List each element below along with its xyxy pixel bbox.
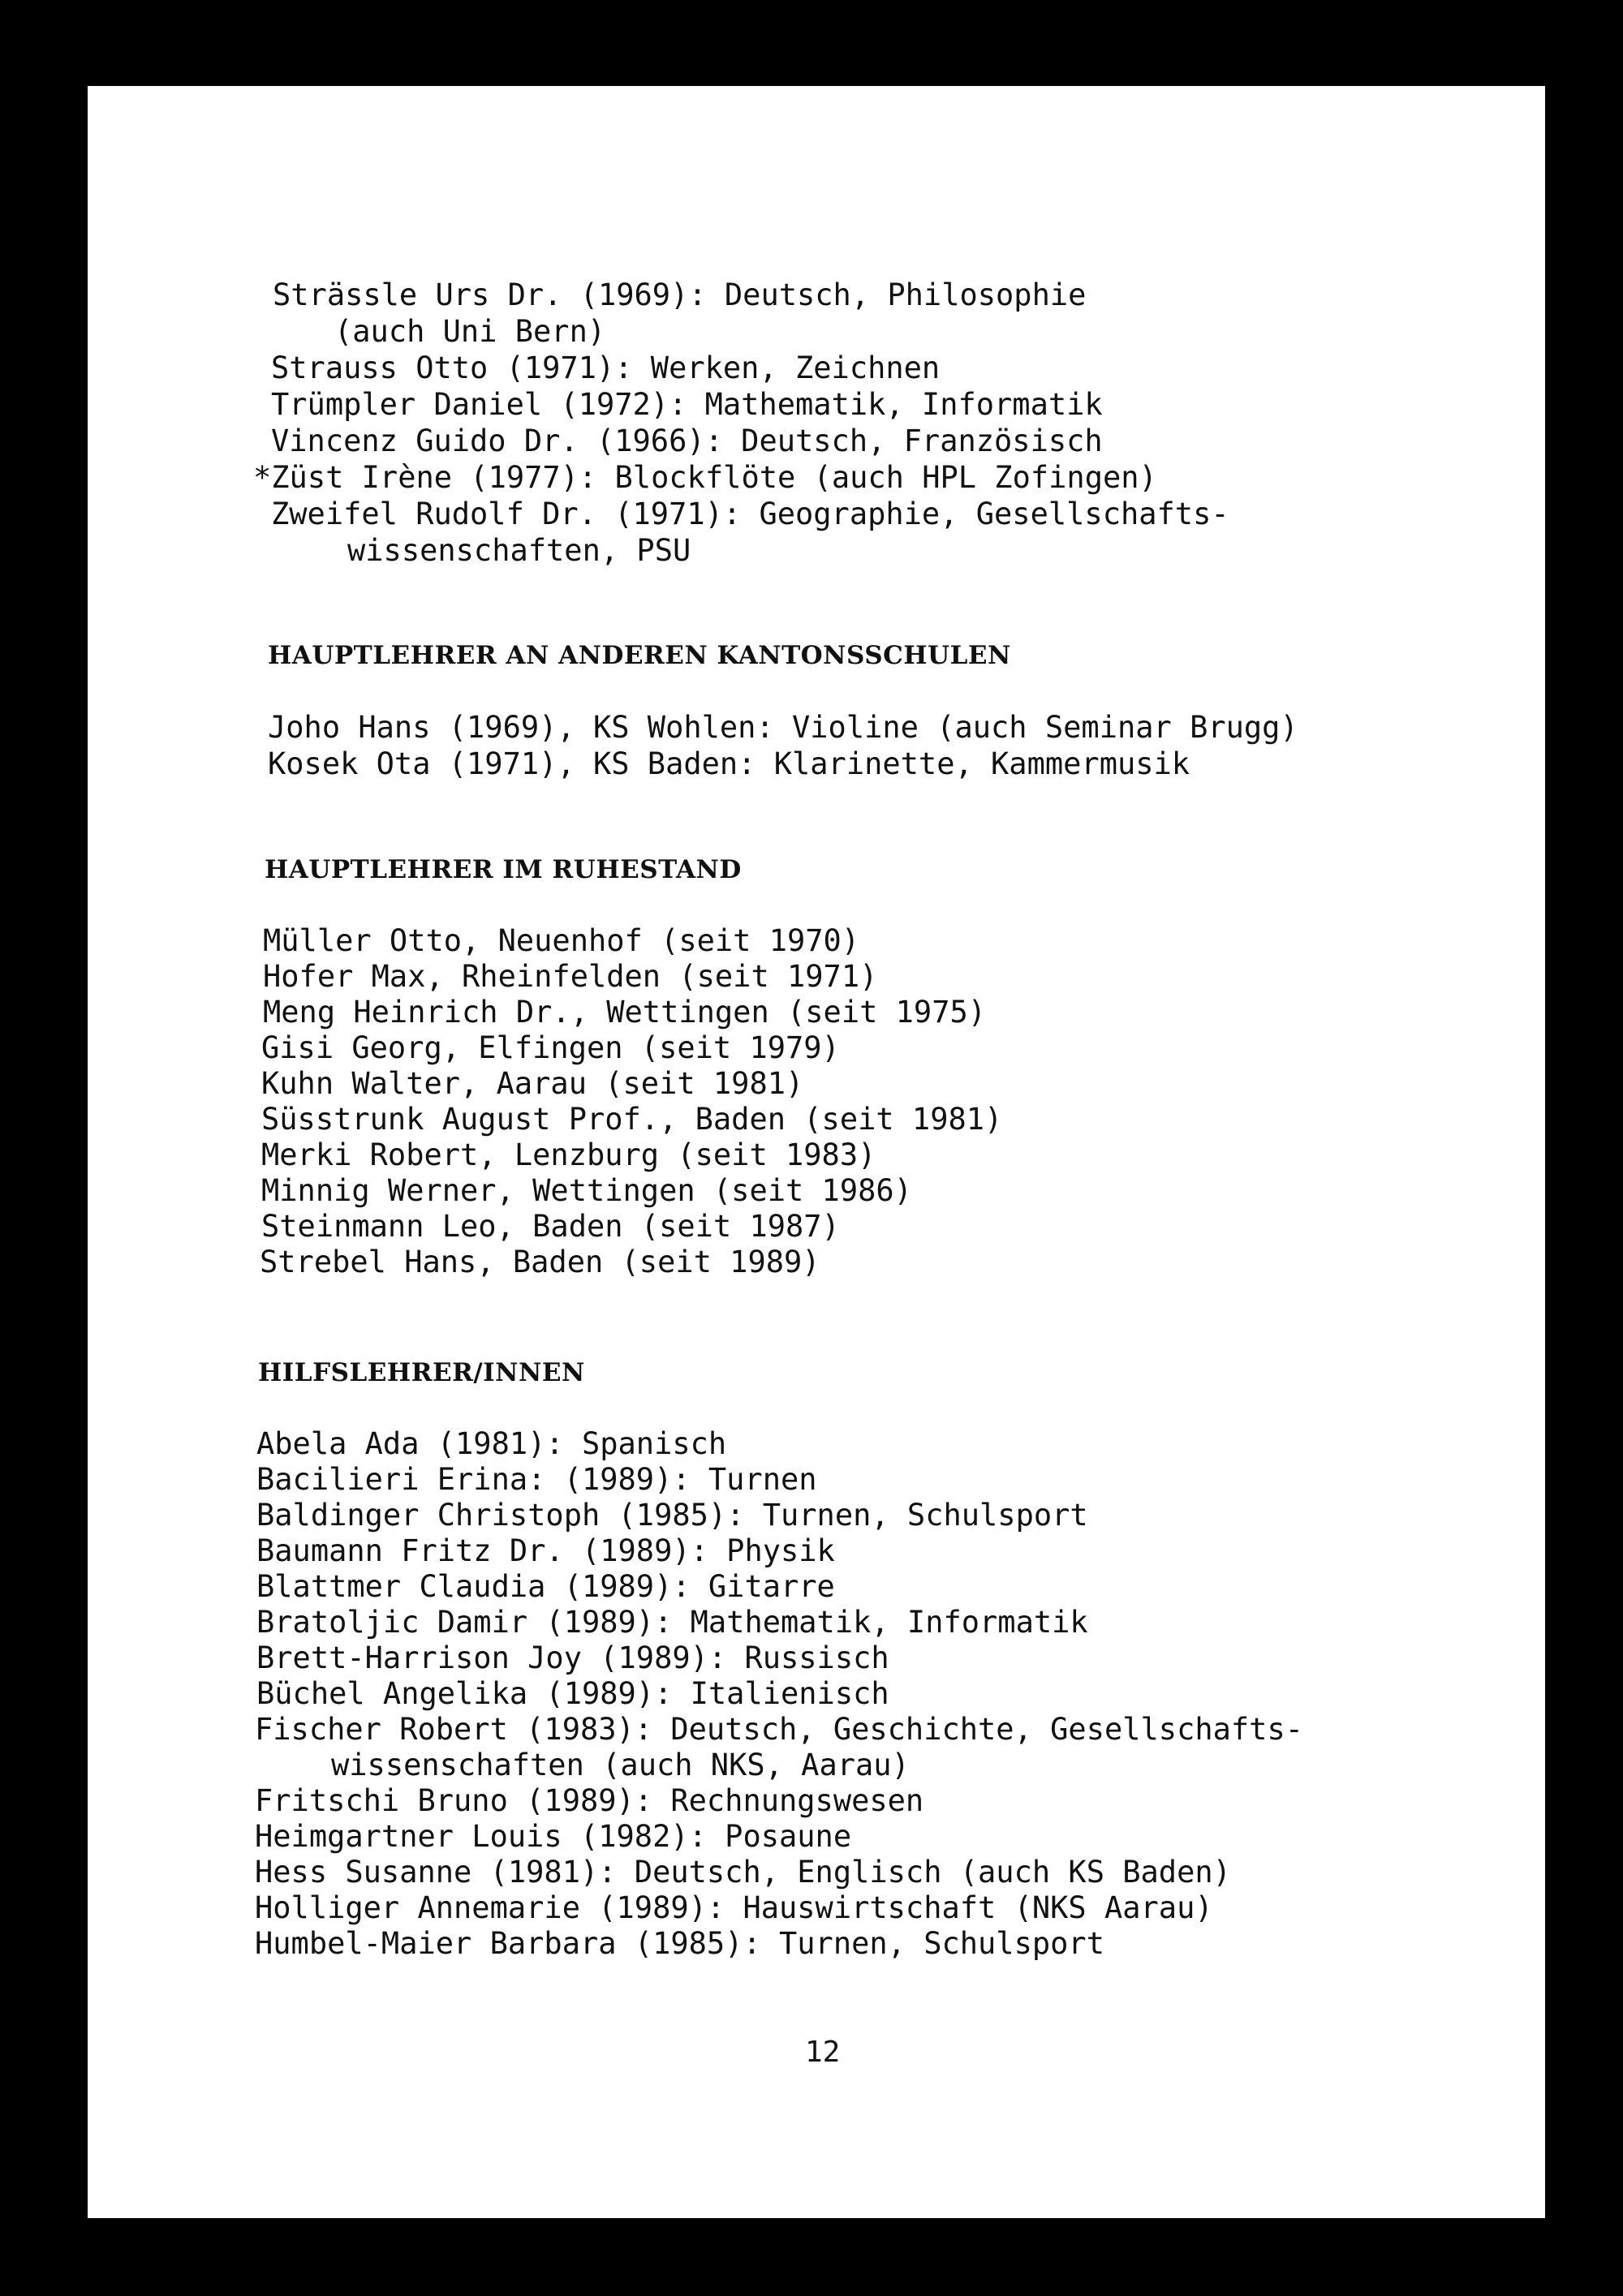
list-item: Bacilieri Erina: (1989): Turnen (256, 1462, 817, 1497)
list-item: Merki Robert, Lenzburg (seit 1983) (261, 1137, 876, 1172)
list-item: Trümpler Daniel (1972): Mathematik, Informatik (271, 387, 1103, 422)
list-item: Baumann Fritz Dr. (1989): Physik (256, 1533, 835, 1568)
list-item: Strässle Urs Dr. (1969): Deutsch, Philosophie (273, 277, 1087, 312)
list-item: Kosek Ota (1971), KS Baden: Klarinette, Kammermusik (268, 746, 1190, 781)
list-item: Gisi Georg, Elfingen (seit 1979) (261, 1030, 840, 1065)
document-page (88, 86, 1545, 2218)
list-item: Zweifel Rudolf Dr. (1971): Geographie, Gesellschafts- (271, 497, 1229, 531)
page-number: 12 (805, 2036, 841, 2069)
list-item: Meng Heinrich Dr., Wettingen (seit 1975) (263, 995, 987, 1030)
list-item-continuation: wissenschaften (auch NKS, Aarau) (331, 1748, 910, 1782)
list-item: Holliger Annemarie (1989): Hauswirtschaft (NKS Aarau) (255, 1890, 1213, 1925)
list-item: Humbel-Maier Barbara (1985): Turnen, Schulsport (255, 1926, 1104, 1961)
list-item: Vincenz Guido Dr. (1966): Deutsch, Französisch (271, 424, 1103, 458)
section-heading-ruhestand: HAUPTLEHRER IM RUHESTAND (265, 855, 742, 884)
section-heading-hilfslehrer: HILFSLEHRER/INNEN (258, 1358, 585, 1387)
list-item: Minnig Werner, Wettingen (seit 1986) (261, 1173, 912, 1208)
list-item: Strebel Hans, Baden (seit 1989) (260, 1245, 820, 1279)
list-item-continuation: (auch Uni Bern) (334, 314, 606, 349)
list-item-continuation: wissenschaften, PSU (347, 533, 691, 568)
list-item: Hess Susanne (1981): Deutsch, Englisch (auch KS Baden) (255, 1855, 1231, 1890)
list-item: Blattmer Claudia (1989): Gitarre (256, 1569, 835, 1604)
list-item: Baldinger Christoph (1985): Turnen, Schulsport (256, 1498, 1088, 1533)
list-item: Abela Ada (1981): Spanisch (256, 1426, 727, 1461)
list-item: Büchel Angelika (1989): Italienisch (256, 1676, 889, 1711)
list-item: *Züst Irène (1977): Blockflöte (auch HPL Zofingen) (253, 460, 1157, 495)
list-item: Süsstrunk August Prof., Baden (seit 1981) (261, 1102, 1003, 1137)
list-item: Heimgartner Louis (1982): Posaune (255, 1819, 852, 1854)
list-item: Fischer Robert (1983): Deutsch, Geschichte, Gesellschafts- (255, 1712, 1304, 1747)
page-content (88, 86, 1545, 2218)
list-item: Müller Otto, Neuenhof (seit 1970) (263, 923, 860, 958)
list-item: Steinmann Leo, Baden (seit 1987) (261, 1209, 840, 1244)
list-item: Strauss Otto (1971): Werken, Zeichnen (271, 350, 941, 385)
list-item: Fritschi Bruno (1989): Rechnungswesen (255, 1783, 924, 1818)
list-item: Kuhn Walter, Aarau (seit 1981) (261, 1066, 804, 1101)
list-item: Bratoljic Damir (1989): Mathematik, Informatik (256, 1605, 1088, 1640)
list-item: Joho Hans (1969), KS Wohlen: Violine (auch Seminar Brugg) (268, 710, 1298, 745)
section-heading-kantonsschulen: HAUPTLEHRER AN ANDEREN KANTONSSCHULEN (268, 641, 1011, 670)
list-item: Hofer Max, Rheinfelden (seit 1971) (263, 959, 878, 994)
list-item: Brett-Harrison Joy (1989): Russisch (256, 1640, 889, 1675)
